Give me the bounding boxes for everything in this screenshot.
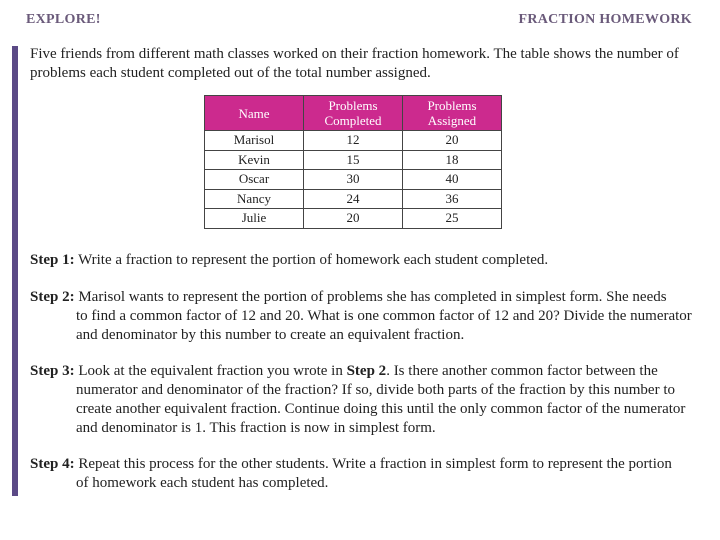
cell-completed: 30 bbox=[304, 170, 403, 190]
cell-completed: 24 bbox=[304, 189, 403, 209]
cell-assigned: 36 bbox=[403, 189, 502, 209]
step-2-label: Step 2: bbox=[30, 289, 75, 305]
cell-name: Nancy bbox=[205, 189, 304, 209]
intro-paragraph: Five friends from different math classes worked on their fraction homework. The table shows the number of problems each student completed out of the total number assigned. bbox=[30, 46, 679, 81]
section-label: EXPLORE! bbox=[26, 12, 101, 27]
cell-completed: 15 bbox=[304, 150, 403, 170]
cell-completed: 12 bbox=[304, 131, 403, 151]
step-3 bbox=[30, 362, 705, 438]
cell-assigned: 20 bbox=[403, 131, 502, 151]
table-row bbox=[205, 209, 502, 229]
step-3-label: Step 3: bbox=[30, 363, 75, 379]
header-assigned-label: Problems Assigned bbox=[427, 98, 477, 128]
cell-name: Oscar bbox=[205, 170, 304, 190]
step-3-continuation: numerator and denominator of the fraction? If so, divide both parts of the fraction by this number to create another equivalent fraction. Continue doing this until the only common factor of the numerator and denominator is 1. This fraction is now in simplest form. bbox=[76, 382, 686, 436]
step-3-text-a: Look at the equivalent fraction you wrote in bbox=[78, 363, 347, 379]
header-assigned bbox=[403, 96, 502, 131]
table-row bbox=[205, 170, 502, 190]
accent-bar bbox=[12, 46, 18, 496]
table-row bbox=[205, 150, 502, 170]
step-3-text-c: . Is there another common factor between the bbox=[386, 363, 658, 379]
cell-name: Kevin bbox=[205, 150, 304, 170]
page-title: FRACTION HOMEWORK bbox=[518, 12, 692, 27]
table-row bbox=[205, 131, 502, 151]
step-4-continuation: of homework each student has completed. bbox=[76, 475, 329, 491]
cell-assigned: 40 bbox=[403, 170, 502, 190]
step-4-text: Repeat this process for the other students. Write a fraction in simplest form to represent the portion bbox=[78, 456, 672, 472]
step-1-text: Write a fraction to represent the portion of homework each student completed. bbox=[78, 252, 549, 268]
step-4-label: Step 4: bbox=[30, 456, 75, 472]
header-completed bbox=[304, 96, 403, 131]
table-row bbox=[205, 189, 502, 209]
step-4 bbox=[30, 455, 705, 493]
step-3-text-b: Step 2 bbox=[346, 363, 387, 379]
step-2-text: Marisol wants to represent the portion of problems she has completed in simplest form. She needs bbox=[78, 289, 667, 305]
step-1 bbox=[30, 251, 705, 270]
cell-completed: 20 bbox=[304, 209, 403, 229]
cell-assigned: 25 bbox=[403, 209, 502, 229]
step-1-label: Step 1: bbox=[30, 252, 75, 268]
cell-name: Julie bbox=[205, 209, 304, 229]
cell-name: Marisol bbox=[205, 131, 304, 151]
step-2-continuation: to find a common factor of 12 and 20. What is one common factor of 12 and 20? Divide the numerator and denominator by this number to create an equivalent fraction. bbox=[76, 308, 692, 343]
homework-table bbox=[204, 95, 502, 229]
table-header-row bbox=[205, 96, 502, 131]
header-completed-label: Problems Completed bbox=[324, 98, 382, 128]
header-name: Name bbox=[205, 96, 304, 131]
step-2 bbox=[30, 288, 705, 345]
cell-assigned: 18 bbox=[403, 150, 502, 170]
